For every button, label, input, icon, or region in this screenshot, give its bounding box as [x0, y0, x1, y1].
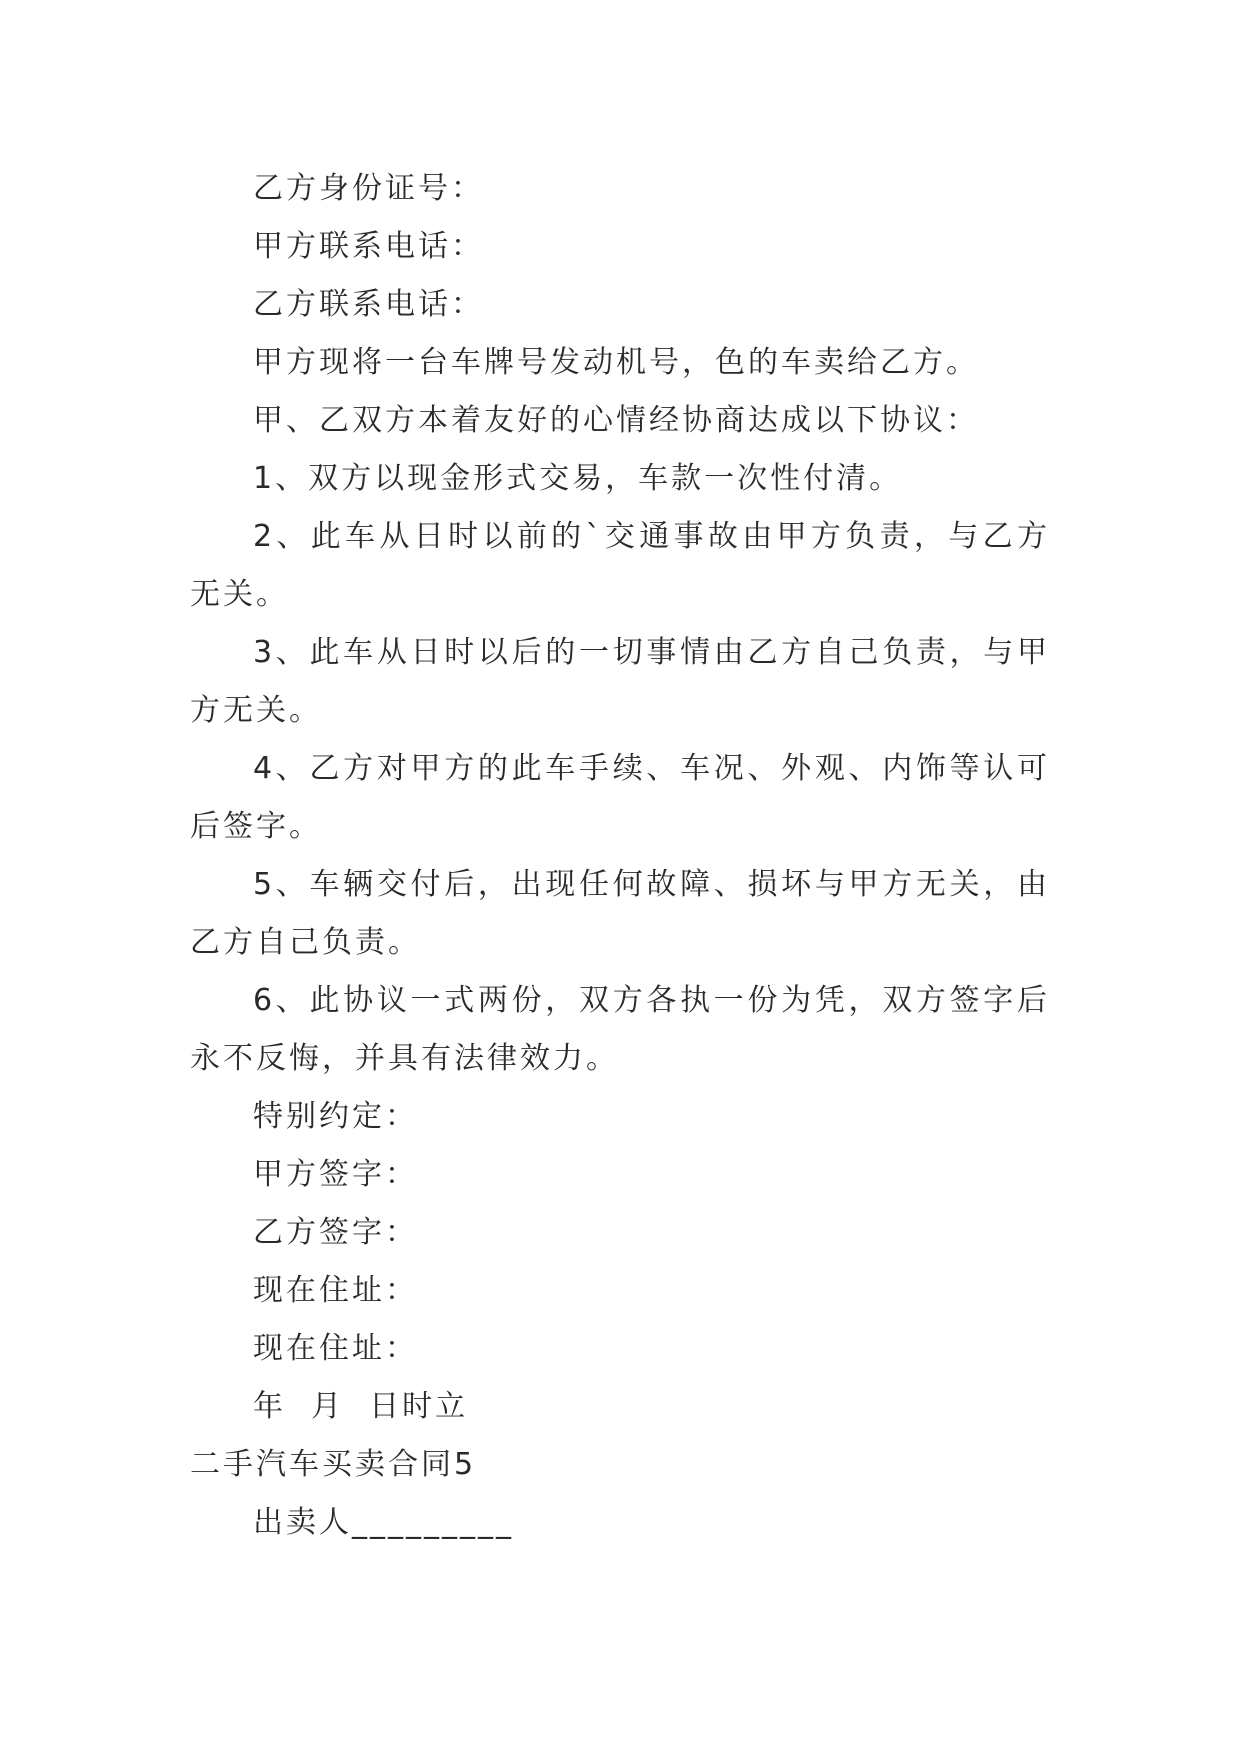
clause-4: 4、乙方对甲方的此车手续、车况、外观、内饰等认可后签字。 — [190, 751, 1050, 844]
party-a-phone-line: 甲方联系电话： — [253, 229, 484, 264]
current-address-line-2: 现在住址： — [253, 1331, 418, 1366]
document-body — [190, 160, 1050, 1552]
section-title: 二手汽车买卖合同5 — [190, 1447, 477, 1482]
clause-3: 3、此车从日时以后的一切事情由乙方自己负责，与甲方无关。 — [190, 635, 1050, 728]
clause-2: 2、此车从日时以前的`交通事故由甲方负责，与乙方无关。 — [190, 519, 1050, 612]
party-a-signature-line: 甲方签字： — [253, 1157, 418, 1192]
clause-6: 6、此协议一式两份，双方各执一份为凭，双方签字后永不反悔，并具有法律效力。 — [190, 983, 1050, 1076]
party-b-id-number-line: 乙方身份证号： — [253, 171, 484, 206]
special-terms-line: 特别约定： — [253, 1099, 418, 1134]
seller-line: 出卖人_________ — [253, 1505, 514, 1540]
clause-5: 5、车辆交付后，出现任何故障、损坏与甲方无关，由乙方自己负责。 — [190, 867, 1050, 960]
date-line: 年 月 日时立 — [253, 1389, 469, 1424]
clause-1: 1、双方以现金形式交易，车款一次性付清。 — [253, 461, 903, 496]
agreement-intro-paragraph: 甲、乙双方本着友好的心情经协商达成以下协议： — [253, 403, 979, 438]
vehicle-description-paragraph: 甲方现将一台车牌号发动机号，色的车卖给乙方。 — [253, 345, 979, 380]
party-b-signature-line: 乙方签字： — [253, 1215, 418, 1250]
current-address-line-1: 现在住址： — [253, 1273, 418, 1308]
party-b-phone-line: 乙方联系电话： — [253, 287, 484, 322]
